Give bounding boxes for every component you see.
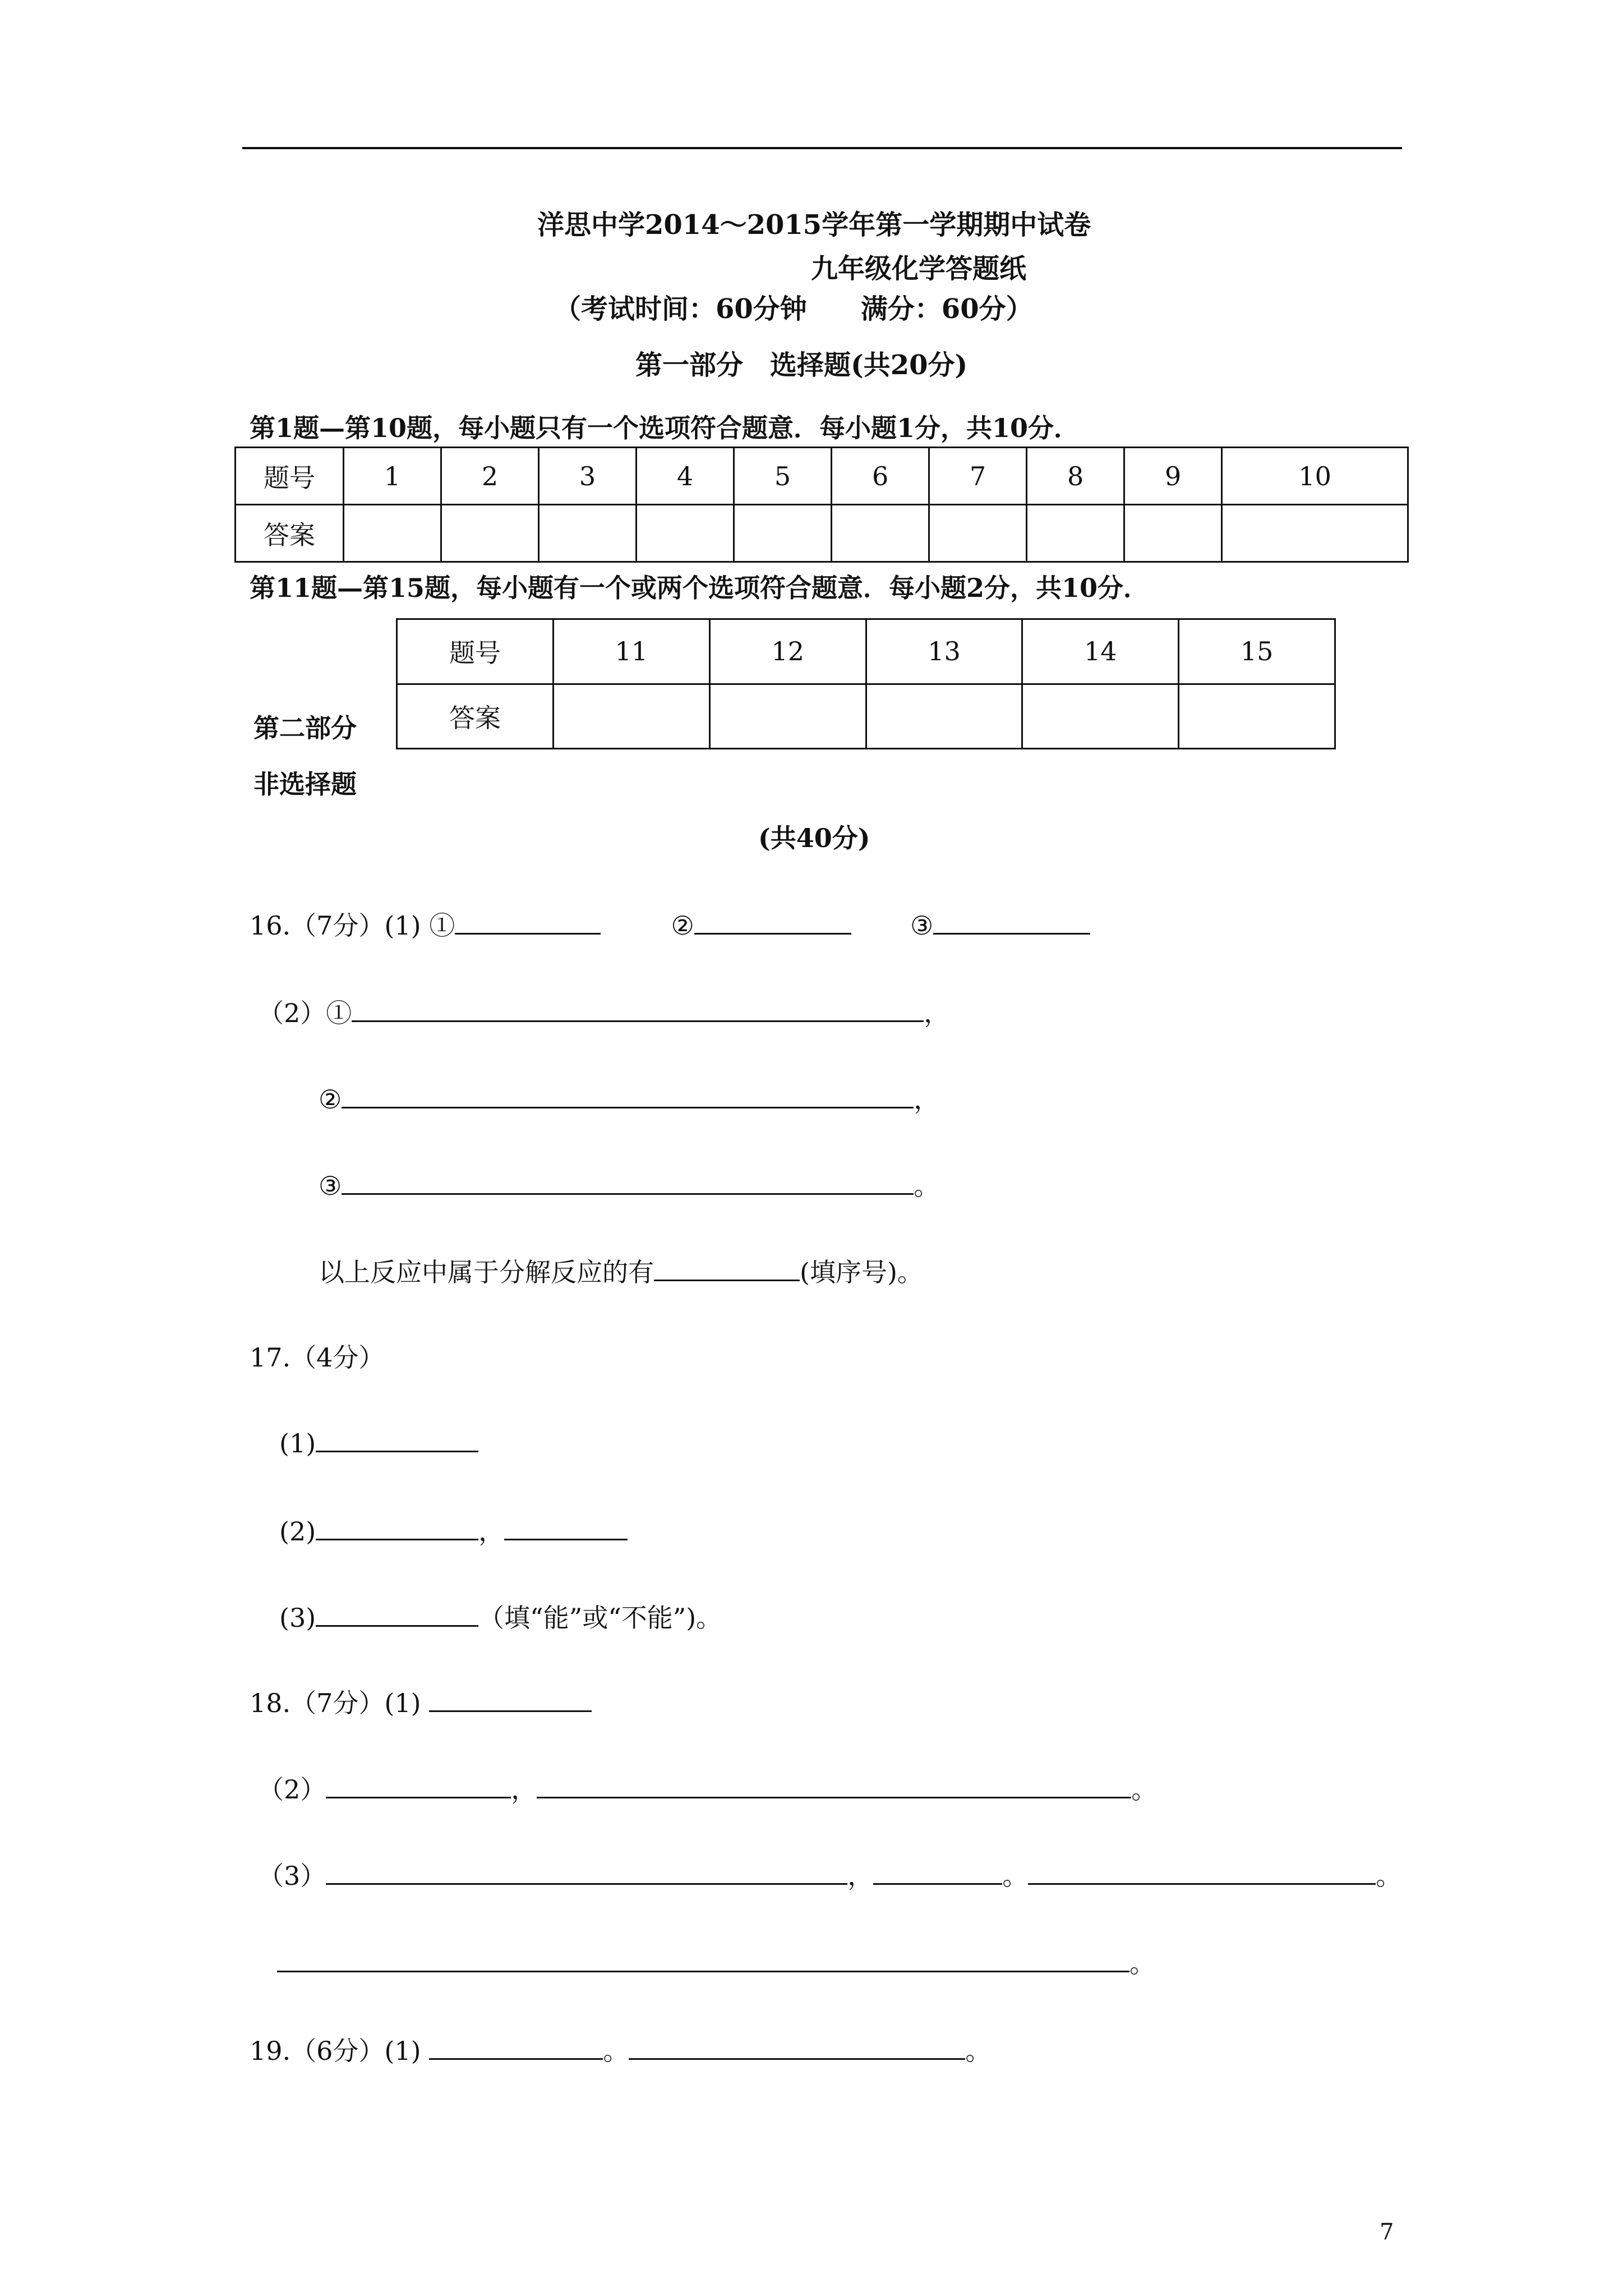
q16-line-1 (250, 905, 1090, 942)
answer-cell[interactable] (441, 505, 539, 562)
answer-blank[interactable] (694, 907, 851, 935)
q17-p2-label: (2) (279, 1516, 316, 1547)
answer-cell[interactable] (866, 684, 1022, 749)
page-number: 7 (1380, 2219, 1394, 2245)
punct: 。 (1376, 1861, 1402, 1891)
answer-blank[interactable] (504, 1513, 628, 1540)
question-number-cell: 10 (1222, 448, 1408, 505)
question-number-cell: 14 (1022, 619, 1179, 684)
q18-p3-label: （3） (258, 1861, 326, 1891)
answer-blank[interactable] (277, 1945, 1129, 1972)
part1-instruction-1: 第1题—第10题，每小题只有一个选项符合题意．每小题1分，共10分． (250, 413, 1080, 443)
q18-p2-label: （2） (258, 1774, 326, 1805)
q16-item3-label: ③ (319, 1171, 342, 1201)
table-row (397, 619, 1335, 684)
q19-label: 19.（6分）(1) (250, 2036, 421, 2066)
question-number-cell: 11 (554, 619, 710, 684)
punct: 。 (914, 1171, 940, 1201)
q17-p3-label: (3) (279, 1603, 316, 1633)
question-number-cell: 6 (832, 448, 929, 505)
table-header-cell: 答案 (397, 684, 554, 749)
answer-blank[interactable] (316, 1599, 478, 1627)
question-number-cell: 2 (441, 448, 539, 505)
part1-heading: 第一部分 选择题(共20分) (635, 349, 968, 381)
answer-blank[interactable] (352, 995, 924, 1022)
answer-blank[interactable] (326, 1771, 511, 1798)
q18-line-2 (258, 1769, 1157, 1806)
answer-blank[interactable] (326, 1857, 847, 1885)
q16-part2-label: （2）① (258, 998, 352, 1028)
answer-blank[interactable] (933, 907, 1090, 935)
question-number-cell: 7 (929, 448, 1027, 505)
answer-blank[interactable] (316, 1425, 478, 1452)
punct: 。 (1129, 1948, 1155, 1978)
punct: 。 (1002, 1861, 1029, 1891)
q17-heading: 17.（4分） (250, 1342, 385, 1373)
question-number-cell: 12 (709, 619, 866, 684)
q17-part3 (279, 1598, 722, 1635)
answer-cell[interactable] (832, 505, 929, 562)
school-title: 洋思中学2014～2015学年第一学期期中试卷 (537, 209, 1091, 241)
answer-cell[interactable] (637, 505, 734, 562)
answer-blank[interactable] (654, 1254, 800, 1281)
answer-blank[interactable] (429, 1685, 592, 1712)
q18-line-1 (250, 1683, 592, 1720)
answer-cell[interactable] (539, 505, 637, 562)
answer-cell[interactable] (1022, 684, 1179, 749)
exam-info: （考试时间：60分钟 满分：60分） (554, 293, 1033, 325)
q17-part2 (279, 1511, 628, 1548)
answer-blank[interactable] (429, 2032, 603, 2060)
table-row (397, 684, 1335, 749)
part2-heading: 第二部分 (253, 713, 357, 743)
q16-item2-label: ② (319, 1084, 342, 1115)
answer-cell[interactable] (1222, 505, 1408, 562)
q16-line-2 (258, 993, 949, 1030)
answer-cell[interactable] (734, 505, 832, 562)
answer-blank[interactable] (342, 1081, 914, 1108)
answer-cell[interactable] (1027, 505, 1124, 562)
q19-line-1 (250, 2031, 991, 2068)
punct: 。 (603, 2036, 629, 2066)
punct: ， (924, 998, 950, 1028)
q17-part1 (279, 1425, 478, 1458)
answer-cell[interactable] (1179, 684, 1335, 749)
question-number-cell: 15 (1179, 619, 1335, 684)
answer-blank[interactable] (537, 1771, 1131, 1798)
question-number-cell: 4 (637, 448, 734, 505)
question-number-cell: 5 (734, 448, 832, 505)
q18-line-4 (277, 1943, 1155, 1980)
question-number-cell: 13 (866, 619, 1022, 684)
paper-title: 九年级化学答题纸 (811, 253, 1027, 284)
answer-blank[interactable] (342, 1167, 914, 1195)
answer-blank[interactable] (316, 1513, 478, 1540)
header-rule (242, 147, 1402, 149)
question-number-cell: 1 (344, 448, 441, 505)
answer-cell[interactable] (554, 684, 710, 749)
punct: 。 (965, 2036, 992, 2066)
q16-label: 16.（7分）(1) ① (250, 910, 455, 941)
q16-decomp-text: 以上反应中属于分解反应的有 (319, 1257, 654, 1287)
q16-sub2-label: ② (671, 910, 694, 941)
answer-table-2 (396, 618, 1336, 749)
q16-line-5 (319, 1252, 923, 1289)
answer-cell[interactable] (1124, 505, 1222, 562)
q16-line-4 (319, 1166, 939, 1203)
q18-label: 18.（7分）(1) (250, 1688, 421, 1718)
answer-blank[interactable] (1028, 1857, 1376, 1885)
punct: 。 (1131, 1774, 1158, 1805)
table-header-cell: 答案 (236, 505, 344, 562)
question-number-cell: 9 (1124, 448, 1222, 505)
table-row (236, 505, 1408, 562)
q16-decomp-tail: (填序号)。 (800, 1257, 923, 1287)
part2-points: (共40分) (758, 823, 870, 853)
part1-instruction-2: 第11题—第15题，每小题有一个或两个选项符合题意．每小题2分，共10分． (250, 573, 1150, 603)
punct: ， (847, 1861, 874, 1891)
question-number-cell: 3 (539, 448, 637, 505)
q17-p1-label: (1) (279, 1428, 316, 1458)
answer-blank[interactable] (455, 907, 601, 935)
punct: ， (478, 1516, 505, 1547)
answer-cell[interactable] (709, 684, 866, 749)
question-number-cell: 8 (1027, 448, 1124, 505)
punct: ， (914, 1084, 940, 1115)
punct: ， (511, 1774, 537, 1805)
q16-line-3 (319, 1079, 939, 1116)
table-header-cell: 题号 (397, 619, 554, 684)
q16-sub3-label: ③ (910, 910, 934, 941)
table-header-cell: 题号 (236, 448, 344, 505)
answer-blank[interactable] (629, 2032, 965, 2060)
answer-cell[interactable] (344, 505, 441, 562)
answer-blank[interactable] (873, 1857, 1002, 1885)
answer-table-1 (234, 447, 1409, 563)
part2-subheading: 非选择题 (253, 769, 357, 799)
q17-p3-tail: （填“能”或“不能”)。 (478, 1603, 722, 1633)
answer-cell[interactable] (929, 505, 1027, 562)
table-row (236, 448, 1408, 505)
q18-line-3 (258, 1856, 1401, 1893)
